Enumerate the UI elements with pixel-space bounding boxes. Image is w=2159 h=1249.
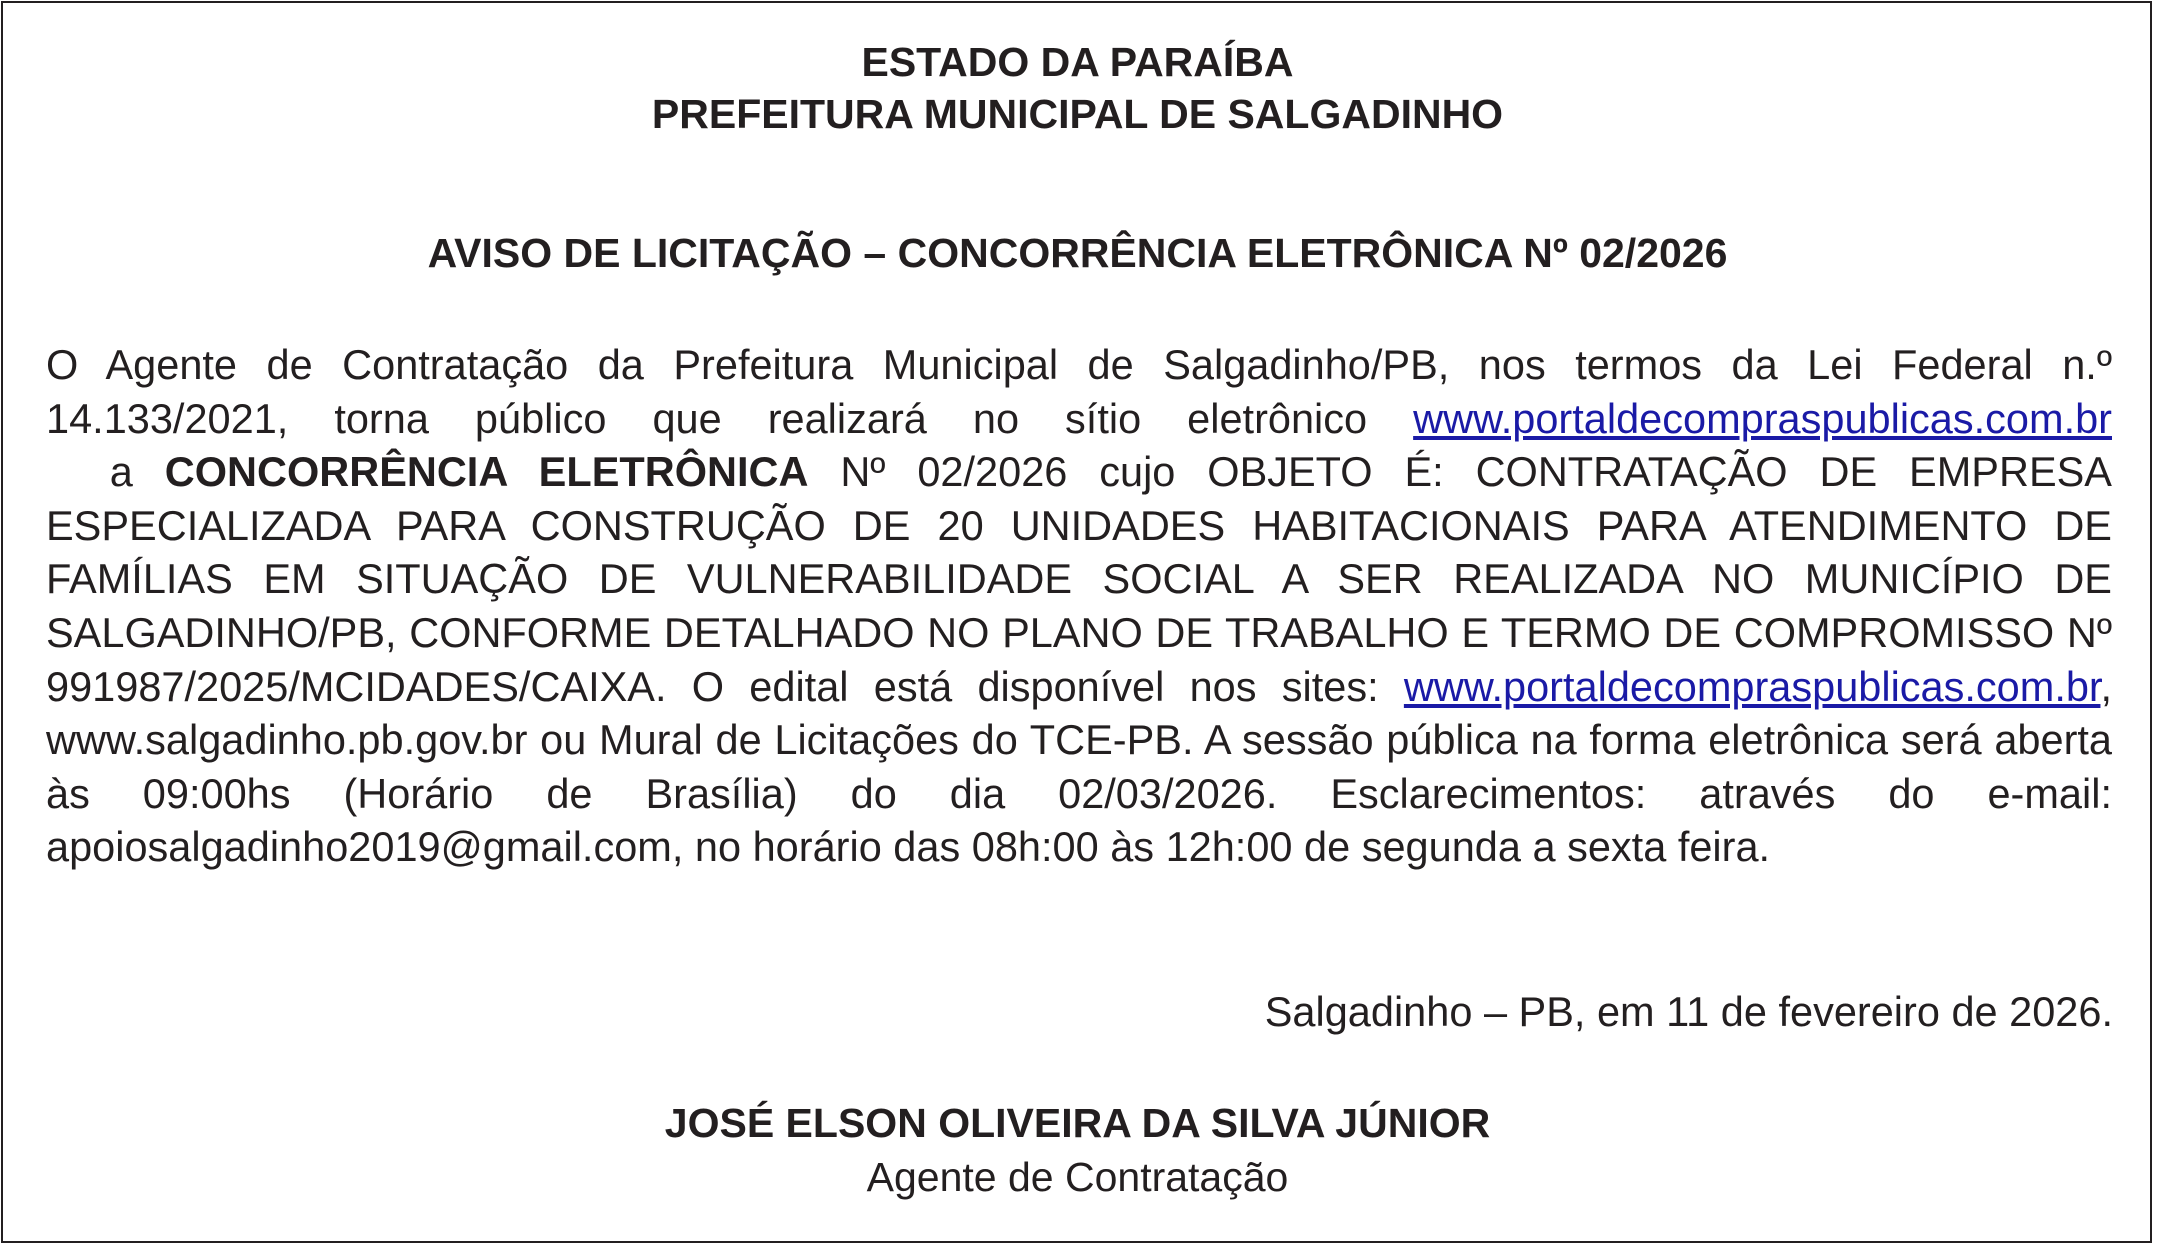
header-state: ESTADO DA PARAÍBA [861, 39, 1294, 85]
body-bold-modality: CONCORRÊNCIA ELETRÔNICA [164, 448, 809, 496]
header-municipality: PREFEITURA MUNICIPAL DE SALGADINHO [651, 91, 1504, 137]
notice-title: AVISO DE LICITAÇÃO – CONCORRÊNCIA ELETRÔNICA Nº 02/2026 [427, 230, 1728, 276]
date-line: Salgadinho – PB, em 11 de fevereiro de 2026. [1264, 988, 2113, 1035]
notice-body [46, 338, 2112, 874]
notice-header [0, 36, 2155, 140]
body-text-1: O Agente de Contratação da Prefeitura Municipal de Salgadinho/PB, nos termos da Lei Federal n.º 14.133/2021, torna público que realizará no sítio eletrônico [46, 341, 2112, 442]
body-text-4: , www.salgadinho.pb.gov.br ou Mural de Licitações do TCE-PB. A sessão pública na forma eletrônica será aberta às 09:00hs (Horário de Brasília) do dia 02/03/2026. Esclarecimentos: através do e-mail: apoiosalgadinho2019@gmail.com, no horário das 08h:00 às 12h:00 de segunda a sexta feira. [46, 662, 2112, 871]
signer-role: Agente de Contratação [866, 1154, 1289, 1200]
body-text-3: Nº 02/2026 cujo OBJETO É: CONTRATAÇÃO DE EMPRESA ESPECIALIZADA PARA CONSTRUÇÃO DE 20 UNIDADES HABITACIONAIS PARA ATENDIMENTO DE FAMÍLIAS EM SITUAÇÃO DE VULNERABILIDADE SOCIAL A SER REALIZADA NO MUNICÍPIO DE SALGADINHO/PB, CONFORME DETALHADO NO PLANO DE TRABALHO E TERMO DE COMPROMISSO Nº 991987/2025/MCIDADES/CAIXA. O edital está disponível nos sites: [46, 448, 2112, 710]
portal-link-1[interactable]: www.portaldecompraspublicas.com.br [1413, 394, 2112, 442]
signer-name: JOSÉ ELSON OLIVEIRA DA SILVA JÚNIOR [664, 1100, 1491, 1146]
portal-link-2[interactable]: www.portaldecompraspublicas.com.br [1403, 662, 2101, 710]
body-text-2: a [46, 448, 165, 496]
